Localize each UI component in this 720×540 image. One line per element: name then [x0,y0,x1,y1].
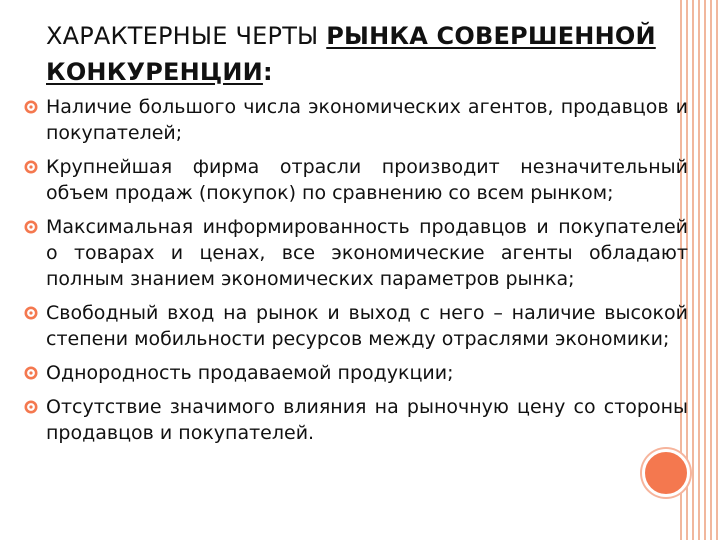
list-item [24,214,688,292]
bullet-arrow-icon [24,220,38,234]
slide-title [46,16,688,90]
list-item [24,300,688,352]
bullet-arrow-icon [24,306,38,320]
bullet-arrow-icon [24,366,38,380]
bullet-text: Однородность продаваемой продукции; [46,362,454,384]
orange-circle-icon [642,449,690,497]
bullet-text: Наличие большого числа экономических агентов, продавцов и покупателей; [46,96,688,144]
bullet-arrow-icon [24,160,38,174]
title-colon: : [262,58,273,86]
bullet-text: Отсутствие значимого влияния на рыночную цену со стороны продавцов и покупателей. [46,396,688,444]
bullet-text: Свободный вход на рынок и выход с него – наличие высокой степени мобильности ресурсов между отраслями экономики; [46,302,688,350]
bullet-text: Крупнейшая фирма отрасли производит незначительный объем продаж (покупок) по сравнению со всем рынком; [46,156,688,204]
list-item [24,360,688,386]
bullet-arrow-icon [24,400,38,414]
list-item [24,94,688,146]
title-plain: ХАРАКТЕРНЫЕ ЧЕРТЫ [46,22,327,50]
bullet-arrow-icon [24,100,38,114]
slide-content [24,16,688,454]
bullet-text: Максимальная информированность продавцов и покупателей о товарах и ценах, все экономические агенты обладают полным знанием экономических параметров рынка; [46,216,688,290]
bullet-list [24,94,688,446]
list-item [24,154,688,206]
title-emphasis: РЫНКА СОВЕРШЕННОЙ КОНКУРЕНЦИИ [46,22,656,86]
list-item [24,394,688,446]
